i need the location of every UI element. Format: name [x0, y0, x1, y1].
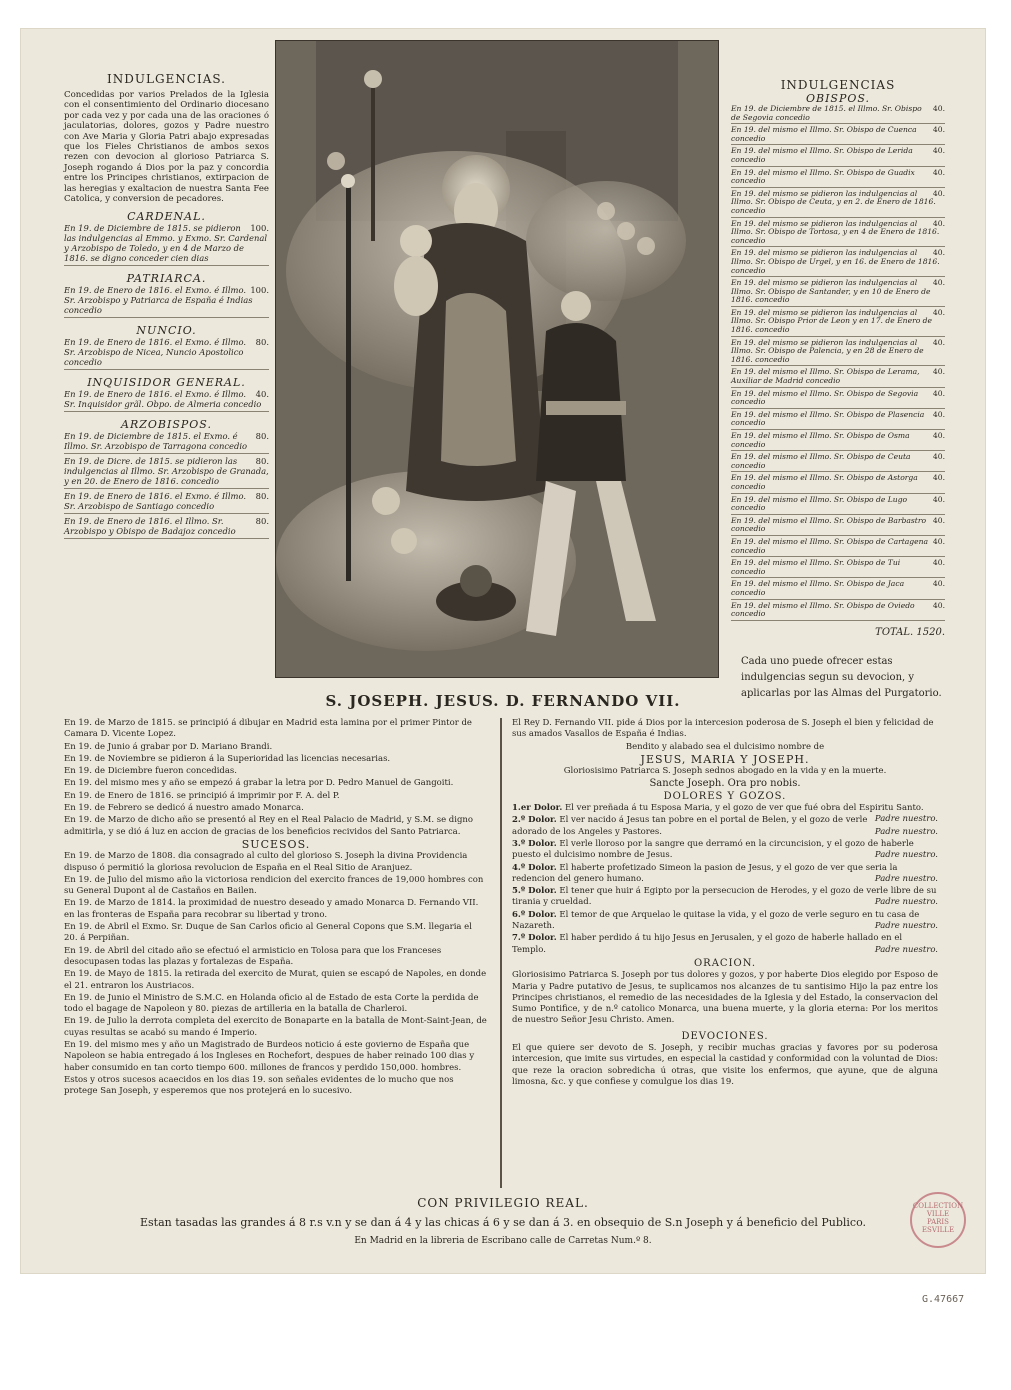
entry-rule [731, 144, 945, 145]
bishop-text: En 19. del mismo el Illmo. Sr. Obispo de Barbastro concedio [731, 515, 927, 534]
engraving-illustration [276, 41, 718, 677]
entry-rule [731, 365, 945, 366]
bishop-text: En 19. del mismo el Illmo. Sr. Obispo de Lerida concedio [731, 146, 913, 164]
bishop-text: En 19. del mismo el Illmo. Sr. Obispo de Ceuta concedio [731, 452, 911, 470]
bishop-value: 40. [932, 146, 945, 156]
left-arz-text: En 19. de Enero de 1816. el Exmo. é Illmo. Sr. Arzobispo de Santiago concedio [64, 491, 246, 512]
sucesos-lines [64, 851, 488, 1097]
bishop-text: En 19. del mismo el Illmo. Sr. Obispo de Guadix concedio [731, 167, 915, 186]
suceso-line: En 19. de Marzo de 1814. la proximidad de nuestro deseado y amado Monarca D. Fernando VII. en las fronteras de España para recobrar su libertad y trono. [64, 898, 479, 920]
bishop-entry [731, 602, 945, 619]
left-section-value: 80. [255, 337, 269, 348]
entry-rule [64, 265, 269, 266]
bishop-entry [731, 580, 945, 597]
engraving-image [275, 40, 719, 678]
bishop-entry [731, 190, 945, 216]
sancte-line: Sancte Joseph. Ora pro nobis. [649, 778, 801, 790]
bishop-entry [731, 309, 945, 335]
dolor-entry [512, 839, 938, 862]
entry-rule [731, 387, 945, 388]
devociones-text: El que quiere ser devoto de S. Joseph, y recibir muchas gracias y favores por su poderosa intercesion, que imite sus virtudes, en especial la castidad y conformidad con la voluntad de Dios: que reze la oracion sobredicha ú otras, que visite los enfermos, que ayune, que de alguna limosna, &c. y que confiese y comulgue los dias 19. [512, 1043, 938, 1087]
left-section-text: En 19. de Diciembre de 1815. el Exmo. é Illmo. Sr. Arzobispo de Tarragona concedio [64, 431, 248, 452]
entry-rule [731, 471, 945, 472]
stamp-text-3: PARIS [927, 1218, 949, 1226]
sucesos-heading: SUCESOS. [241, 837, 311, 851]
bishop-value: 40. [932, 307, 945, 317]
history-line: En 19. de Diciembre fueron concedidas. [64, 766, 237, 777]
entry-rule [731, 493, 945, 494]
dolores-heading: DOLORES Y GOZOS. [663, 790, 787, 802]
left-section-heading: INQUISIDOR GENERAL. [87, 376, 246, 390]
padre-nuestro: Padre nuestro. [874, 873, 938, 884]
dolor-label: 5.º Dolor. [512, 886, 557, 897]
bishop-value: 40. [932, 579, 945, 589]
bishop-value: 40. [932, 125, 945, 135]
bishop-value: 40. [932, 167, 945, 177]
left-section-heading: CARDENAL. [127, 210, 206, 224]
left-section-text: En 19. de Diciembre de 1815. se pidieron las indulgencias al Emmo. y Exmo. Sr. Cardenal y Arzobispo de Toledo, y en 4 de Marzo de 1816. se digno conceder cien dias [64, 223, 268, 264]
bishop-entry [731, 390, 945, 407]
suceso-line: En 19. de Abril el Exmo. Sr. Duque de San Carlos oficio al General Copons que S.M. llegaria el 20. á Perpiñan. [64, 922, 472, 944]
left-arz-text: En 19. de Enero de 1816. el Illmo. Sr. Arzobispo y Obispo de Badajoz concedio [64, 516, 236, 537]
left-section-heading: ARZOBISPOS. [121, 418, 212, 432]
history-line: En 19. del mismo mes y año se empezó á grabar la letra por D. Pedro Manuel de Gangoiti. [64, 778, 454, 789]
bishop-entry [731, 474, 945, 491]
dolor-text: El tener que huir á Egipto por la persecucion de Herodes, y el gozo de verle libre de su tirania y crueldad. [512, 886, 937, 908]
dolor-label: 4.º Dolor. [512, 862, 557, 873]
total: TOTAL. 1520. [875, 626, 945, 638]
left-arz-text: En 19. de Dicre. de 1815. se pidieron las indulgencias al Illmo. Sr. Arzobispo de Granada, y en 20. de Enero de 1816. concedio [64, 456, 269, 487]
privilegio-line: CON PRIVILEGIO REAL. [417, 1196, 589, 1210]
left-arz-entry [64, 456, 269, 486]
dolor-entry [512, 863, 938, 886]
devociones-heading: DEVOCIONES. [681, 1030, 769, 1042]
imprenta-line: En Madrid en la libreria de Escribano calle de Carretas Num.º 8. [354, 1236, 652, 1246]
bishop-entry [731, 517, 945, 534]
bishop-value: 40. [932, 218, 945, 228]
entry-rule [64, 488, 269, 489]
left-section-entry [64, 389, 269, 409]
dolor-entry [512, 910, 938, 933]
bishop-text: En 19. del mismo el Illmo. Sr. Obispo de Jaca concedio [731, 579, 905, 597]
bishop-entry [731, 453, 945, 470]
entry-rule [731, 599, 945, 600]
oracion-text: Gloriosisimo Patriarca S. Joseph por tus dolores y gozos, y por haberte Dios elegido por Esposo de Maria y Padre putativo de Jesus, te suplicamos nos alcanzes de tu santisimo Hijo la paz entre los Principes christianos, el remedio de las necesidades de la Iglesia y del Estado, la conservacion del Sumo Pontifice, y de n.º catolico Monarca, una buena muerte, y la gloria eterna: Por los meritos de nuestro Señor Jesu Christo. Amen. [512, 970, 938, 1026]
entry-rule [731, 450, 945, 451]
suceso-line: En 19. de Marzo de 1808. dia consagrado al culto del glorioso S. Joseph la divina Providencia dispuso ó permitió la gloriosa revolucion de España en el Real Sitio de Aranjuez. [64, 851, 468, 873]
entry-rule [731, 276, 945, 277]
padre-nuestro: Padre nuestro. [874, 850, 938, 861]
bishop-value: 40. [932, 494, 945, 504]
left-section-value: 80. [255, 431, 269, 442]
collection-stamp [910, 1192, 966, 1248]
left-section-text: En 19. de Enero de 1816. el Exmo. é Illmo. Sr. Inquisidor grãl. Obpo. de Almeria concedio [64, 389, 262, 410]
left-section-value: 100. [250, 285, 269, 296]
left-intro: Concedidas por varios Prelados de la Iglesia con el consentimiento del Ordinario diocesano por cada vez y por cada una de las oraciones ó jaculatorias, dolores, gozos y Padre nuestro con Ave Maria y Gloria Patri abajo expresadas que los Fieles Christianos de ambos sexos rezen con devocion al glorioso Patriarca S. Joseph rogando á Dios por la paz y concordia entre los Principes christianos, extirpacion de las heregias y exaltacion de nuestra Santa Fee Catolica, y conversion de pecadores. [64, 90, 269, 205]
bishop-value: 40. [932, 337, 945, 347]
history-line: En 19. de Febrero se dedicó á nuestro amado Monarca. [64, 803, 304, 814]
dolor-label: 6.º Dolor. [512, 909, 557, 920]
right-note: Cada uno puede ofrecer estas indulgencias segun su devocion, y aplicarlas por las Almas del Purgatorio. [741, 655, 942, 699]
history-line: En 19. de Marzo de 1815. se principió á dibujar en Madrid esta lamina por el primer Pintor de Camara D. Vicente Lopez. [64, 718, 472, 740]
right-subtitle: OBISPOS. [805, 92, 871, 105]
bishop-entry [731, 126, 945, 143]
bishop-text: En 19. del mismo el Illmo. Sr. Obispo de Cartagena concedio [731, 536, 929, 555]
entry-rule [731, 429, 945, 430]
bishop-text: En 19. del mismo se pidieron las indulgencias al Illmo. Sr. Obispo de Santander, y en 10 de Enero de 1816. concedio [731, 278, 931, 305]
dolor-text: El verle lloroso por la sangre que derramó en la circuncision, y el gozo de haberle puesto el dulcisimo nombre de Jesus. [512, 838, 914, 861]
padre-nuestro: Padre nuestro. [874, 944, 938, 955]
dolor-text: El ver nacido á Jesus tan pobre en el portal de Belen, y el gozo de verle adorado de los Angeles y Pastores. [512, 815, 868, 837]
left-arz-value: 80. [255, 491, 269, 502]
right-indulgences-column [731, 78, 945, 702]
dolor-text: El temor de que Arquelao le quitase la vida, y el gozo de verle seguro en tu casa de Nazareth. [512, 909, 920, 932]
bishop-text: En 19. del mismo el Illmo. Sr. Obispo de Lugo concedio [731, 494, 908, 513]
bishop-entry [731, 368, 945, 385]
entry-rule [731, 514, 945, 515]
bishop-entry [731, 279, 945, 305]
dolor-label: 1.er Dolor. [512, 803, 563, 814]
left-arz-value: 80. [255, 456, 269, 467]
left-title: INDULGENCIAS. [107, 72, 226, 86]
bishop-text: En 19. del mismo el Illmo. Sr. Obispo de Plasencia concedio [731, 409, 925, 428]
bishop-text: En 19. del mismo el Illmo. Sr. Obispo de Segovia concedio [731, 388, 919, 407]
bishop-text: En 19. del mismo el Illmo. Sr. Obispo de Osma concedio [731, 431, 910, 449]
entry-rule [731, 577, 945, 578]
entry-rule [731, 535, 945, 536]
entry-rule [731, 306, 945, 307]
left-indulgences-column [64, 72, 269, 541]
bishop-value: 40. [932, 452, 945, 462]
left-arz-entry [64, 491, 269, 511]
bishop-text: En 19. del mismo el Illmo. Sr. Obispo de Oviedo concedio [731, 600, 915, 619]
bishop-value: 40. [932, 473, 945, 483]
bishop-value: 40. [932, 248, 945, 258]
history-line: En 19. de Junio á grabar por D. Mariano Brandi. [64, 741, 273, 752]
left-arz-value: 80. [255, 516, 269, 527]
dolor-label: 3.º Dolor. [512, 838, 557, 849]
suceso-line: En 19. de Mayo de 1815. la retirada del exercito de Murat, quien se escapó de Napoles, en donde el 21. entraron los Austriacos. [64, 969, 487, 991]
history-lines [64, 718, 488, 838]
bishop-value: 40. [932, 367, 945, 377]
bishop-text: En 19. del mismo el Illmo. Sr. Obispo de Cuenca concedio [731, 125, 917, 143]
main-title: S. JOSEPH. JESUS. D. FERNANDO VII. [325, 692, 681, 710]
dolor-label: 7.º Dolor. [512, 933, 557, 944]
left-section-value: 100. [250, 223, 269, 234]
bishop-value: 40. [932, 409, 945, 419]
entry-rule [731, 123, 945, 124]
bishop-entry [731, 432, 945, 449]
bishop-text: En 19. del mismo se pidieron las indulgencias al Illmo. Sr. Obispo de Ceuta, y en 2. de Enero de 1816. concedio [731, 188, 936, 215]
left-section-value: 40. [255, 389, 269, 400]
stamp-text-4: ESVILLE [921, 1226, 955, 1234]
bishop-value: 40. [932, 188, 945, 198]
bishop-text: En 19. del mismo el Illmo. Sr. Obispo de Lerama, Auxiliar de Madrid concedio [731, 367, 920, 386]
bishop-entry [731, 147, 945, 164]
dolor-entry [512, 933, 938, 956]
suceso-line: En 19. de Julio la derrota completa del exercito de Bonaparte en la batalla de Mont-Saint-Jean, de cuyas resultas se acabó su mando é Imperio. [64, 1016, 487, 1038]
bishop-text: En 19. del mismo se pidieron las indulgencias al Illmo. Sr. Obispo Prior de Leon y en 17. de Enero de 1816. concedio [731, 307, 933, 335]
bishop-entry [731, 220, 945, 246]
entry-rule [731, 556, 945, 557]
bishop-text: En 19. de Diciembre de 1815. el Illmo. Sr. Obispo de Segovia concedio [731, 104, 922, 122]
entry-rule [731, 336, 945, 337]
entry-rule [731, 408, 945, 409]
dolor-text: El haberte profetizado Simeon la pasion de Jesus, y el gozo de ver que seria la redencion del genero humano. [512, 862, 898, 884]
dolor-label: 2.º Dolor. [512, 815, 557, 826]
lower-right-column [512, 718, 938, 1089]
rey-intro: El Rey D. Fernando VII. pide á Dios por la intercesion poderosa de S. Joseph el bien y felicidad de sus amados Vasallos de España é Indias. [512, 718, 934, 740]
padre-nuestro: Padre nuestro. [874, 921, 938, 932]
history-line: En 19. de Enero de 1816. se principió á imprimir por F. A. del P. [64, 790, 340, 801]
holy-names: JESUS, MARIA Y JOSEPH. [640, 752, 810, 766]
entry-rule [64, 411, 269, 412]
glorios-line: Gloriosisimo Patriarca S. Joseph sednos abogado en la vida y en la muerte. [563, 766, 887, 777]
entry-rule [731, 217, 945, 218]
entry-rule [64, 317, 269, 318]
bishop-value: 40. [932, 104, 945, 113]
dolor-text: El ver preñada á tu Esposa Maria, y el gozo de ver que fué obra del Espiritu Santo. [565, 803, 924, 814]
entry-rule [64, 453, 269, 454]
catalog-number: G.47667 [922, 1294, 965, 1305]
left-section-text: En 19. de Enero de 1816. el Exmo. é Illmo. Sr. Arzobispo de Nicea, Nuncio Apostolico concedio [64, 337, 246, 368]
dolores-list [512, 803, 938, 956]
bishop-text: En 19. del mismo se pidieron las indulgencias al Illmo. Sr. Obispo de Palencia, y en 28 de Enero de 1816. concedio [731, 337, 924, 364]
right-entries [731, 105, 945, 621]
precio-line: Estan tasadas las grandes á 8 r.s v.n y se dan á 4 y las chicas á 6 y se dan á 3. en obsequio de S.n Joseph y á beneficio del Publico. [139, 1216, 867, 1229]
entry-rule [64, 369, 269, 370]
bishop-value: 40. [932, 600, 945, 610]
suceso-line: En 19. del mismo mes y año un Magistrado de Burdeos noticio á este govierno de España que Napoleon se habia entregado á los Ingleses en Rochefort, despues de haber reinado 100 dias y haber consumido en tan corto tiempo 600. millones de francos y perdido 150,000. hombres. [64, 1040, 475, 1073]
padre-nuestro: Padre nuestro. [874, 826, 938, 837]
left-section-heading: NUNCIO. [136, 324, 197, 338]
left-arz-entry [64, 516, 269, 536]
entry-rule [731, 246, 945, 247]
bishop-text: En 19. del mismo se pidieron las indulgencias al Illmo. Sr. Obispo de Urgel, y en 16. de Enero de 1816. concedio [731, 248, 940, 275]
entry-rule [731, 166, 945, 167]
dolor-text: El haber perdido á tu hijo Jesus en Jerusalen, y el gozo de haberle hallado en el Templo. [512, 933, 903, 955]
oracion-heading: ORACION. [693, 957, 757, 969]
padre-nuestro: Padre nuestro. [874, 814, 938, 825]
left-section-entry [64, 337, 269, 367]
stamp-text-2: VILLE [926, 1210, 950, 1218]
stamp-text-1: COLLECTION [912, 1202, 964, 1210]
bendito-line: Bendito y alabado sea el dulcisimo nombre de [625, 741, 825, 752]
right-title: INDULGENCIAS [780, 78, 896, 92]
bishop-entry [731, 105, 945, 122]
suceso-line: Estos y otros sucesos acaecidos en los dias 19. son señales evidentes de lo mucho que nos protege San Joseph, y esperemos que nos protejerá en lo sucesivo. [64, 1074, 454, 1097]
lower-left-column [64, 718, 488, 1099]
left-sections [64, 210, 269, 454]
entry-rule [64, 513, 269, 514]
suceso-line: En 19. de Junio el Ministro de S.M.C. en Holanda oficio al de Estado de esta Corte la perdida de todo el bagage de Napoleon y 80. piezas de artilleria en la batalla de Charleroi. [64, 992, 479, 1015]
bishop-text: En 19. del mismo el Illmo. Sr. Obispo de Tui concedio [731, 558, 901, 576]
bishop-entry [731, 169, 945, 186]
bishop-value: 40. [932, 558, 945, 568]
bishop-entry [731, 538, 945, 555]
bishop-value: 40. [932, 388, 945, 398]
left-section-entry [64, 431, 269, 451]
bishop-entry [731, 339, 945, 365]
bishop-value: 40. [932, 278, 945, 288]
suceso-line: En 19. de Julio del mismo año la victoriosa rendicion del exercito frances de 19,000 hombres con su General Dupont al de Castaños en Bailen. [64, 874, 484, 897]
bishop-text: En 19. del mismo se pidieron las indulgencias al Illmo. Sr. Obispo de Tortosa, y en 4 de Enero de 1816. concedio [731, 218, 940, 245]
bishop-entry [731, 411, 945, 428]
padre-nuestro: Padre nuestro. [874, 897, 938, 908]
left-arzobispos-more [64, 456, 269, 539]
left-section-entry [64, 285, 269, 315]
bishop-text: En 19. del mismo el Illmo. Sr. Obispo de Astorga concedio [731, 473, 918, 491]
bishop-value: 40. [932, 515, 945, 525]
history-line: En 19. de Marzo de dicho año se presentó al Rey en el Real Palacio de Madrid, y S.M. se digno admitirla, y se dió á luz en accion de gracias de los beneficios recividos del Santo Patriarca. [64, 815, 474, 837]
column-divider [500, 718, 502, 1188]
suceso-line: En 19. de Abril del citado año se efectuó el armisticio en Tolosa para que los Franceses desocupasen todas las plazas y fortalezas de España. [64, 945, 442, 967]
bishop-entry [731, 559, 945, 576]
dolor-entry [512, 886, 938, 909]
bishop-value: 40. [932, 431, 945, 440]
left-section-text: En 19. de Enero de 1816. el Exmo. é Illmo. Sr. Arzobispo y Patriarca de España é Indias concedio [64, 285, 253, 316]
entry-rule [731, 620, 945, 621]
history-line: En 19. de Noviembre se pidieron á la Superioridad las licencias necesarias. [64, 753, 391, 764]
bishop-entry [731, 249, 945, 275]
left-section-heading: PATRIARCA. [126, 272, 207, 286]
entry-rule [731, 187, 945, 188]
left-section-entry [64, 223, 269, 263]
entry-rule [64, 538, 269, 539]
bishop-value: 40. [932, 536, 945, 546]
bishop-entry [731, 496, 945, 513]
